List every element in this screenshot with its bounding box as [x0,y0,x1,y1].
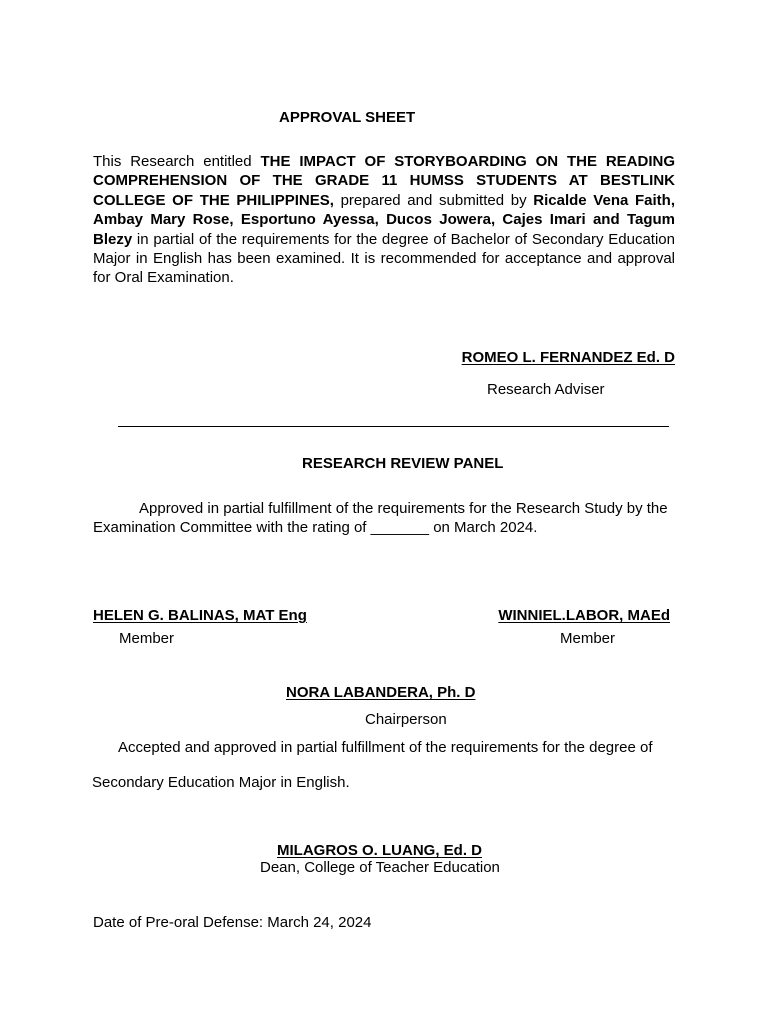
member-role: Member [119,630,175,647]
intro-paragraph [93,152,675,288]
research-title: THE IMPACT OF STORYBOARDING ON THE READING COMPREHENSION OF THE GRADE 11 HUMSS STUDENTS AT BESTLINK COLLEGE OF THE PHILIPPINES, [93,153,675,209]
member-role: Member [560,630,616,647]
member-name: HELEN G. BALINAS, MAT Eng [93,607,307,624]
document-title: APPROVAL SHEET [279,109,416,126]
section-divider [118,426,669,427]
author-list: Ricalde Vena Faith, Ambay Mary Rose, Esportuno Ayessa, Ducos Jowera, Cajes Imari and Tagum Blezy [93,191,676,248]
chairperson-name: NORA LABANDERA, Ph. D [286,684,476,701]
intro-text-start: This Research entitled [93,153,261,170]
intro-text-end: in partial of the requirements for the degree of Bachelor of Secondary Education Major in English has been examined. It is recommended for acceptance and approval for Oral Examination. [93,230,675,287]
intro-text-middle: prepared and submitted by [333,191,534,209]
adviser-name: ROMEO L. FERNANDEZ Ed. D [461,349,675,366]
approval-text: Approved in partial fulfillment of the requirements for the Research Study by the Examination Committee with the rating of _______ on March 2024. [93,500,668,537]
panel-heading: RESEARCH REVIEW PANEL [302,455,504,472]
dean-name: MILAGROS O. LUANG, Ed. D [277,842,482,859]
approval-paragraph [93,499,675,538]
adviser-role: Research Adviser [487,381,605,398]
defense-date: Date of Pre-oral Defense: March 24, 2024 [93,914,372,931]
member-name: WINNIEL.LABOR, MAEd [498,607,670,624]
acceptance-text-line1: Accepted and approved in partial fulfillment of the requirements for the degree of [118,739,653,756]
chairperson-role: Chairperson [365,711,447,728]
dean-role: Dean, College of Teacher Education [260,859,500,876]
acceptance-text-line2: Secondary Education Major in English. [92,774,350,791]
